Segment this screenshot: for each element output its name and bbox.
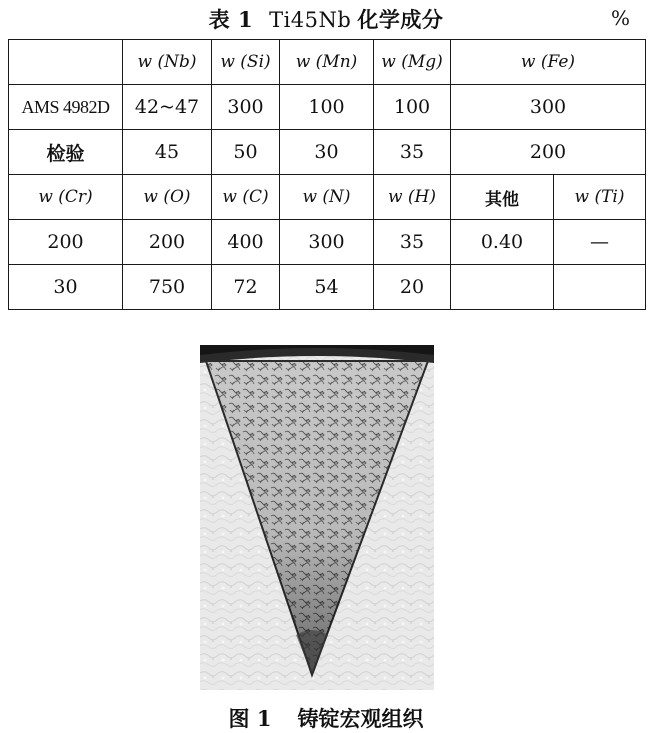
test-mg-cell: 35 [374, 130, 451, 175]
test-nb-cell: 45 [123, 130, 212, 175]
header-mg: w (Mg) [374, 40, 451, 85]
spec-ti-cell: — [554, 220, 646, 265]
spec-fe-cell: 300 [451, 85, 646, 130]
table-unit: % [610, 6, 630, 30]
spec-c-cell: 400 [212, 220, 280, 265]
header-fe: w (Fe) [451, 40, 646, 85]
test-other-cell [451, 265, 554, 310]
figure-title: 铸锭宏观组织 [297, 706, 424, 731]
table-header-row-1 [9, 40, 646, 85]
spec-grade-cell: AMS 4982D [9, 85, 123, 130]
spec-o-cell: 200 [123, 220, 212, 265]
table-label: 表 1 [208, 7, 254, 32]
test-o-cell: 750 [123, 265, 212, 310]
table-row-spec-1 [9, 85, 646, 130]
header-h: w (H) [374, 175, 451, 220]
table-row-test-2 [9, 265, 646, 310]
test-mn-cell: 30 [280, 130, 374, 175]
test-ti-cell [554, 265, 646, 310]
header-other: 其他 [451, 175, 554, 220]
table-title: 化学成分 [357, 7, 444, 32]
spec-n-cell: 300 [280, 220, 374, 265]
header-nb: w (Nb) [123, 40, 212, 85]
test-h-cell: 20 [374, 265, 451, 310]
figure-caption [0, 703, 652, 733]
test-n-cell: 54 [280, 265, 374, 310]
spec-h-cell: 35 [374, 220, 451, 265]
spec-mn-cell: 100 [280, 85, 374, 130]
test-cr-cell: 30 [9, 265, 123, 310]
test-label-cell: 检验 [9, 130, 123, 175]
table-row-spec-2 [9, 220, 646, 265]
test-si-cell: 50 [212, 130, 280, 175]
header-c: w (C) [212, 175, 280, 220]
figure-label: 图 1 [228, 706, 272, 731]
header-blank-cell [9, 40, 123, 85]
spec-si-cell: 300 [212, 85, 280, 130]
test-c-cell: 72 [212, 265, 280, 310]
header-n: w (N) [280, 175, 374, 220]
table-alloy-name: Ti45Nb [269, 8, 352, 32]
spec-cr-cell: 200 [9, 220, 123, 265]
spec-other-cell: 0.40 [451, 220, 554, 265]
composition-table [8, 39, 646, 310]
table-caption-text [0, 4, 652, 34]
table-caption [0, 2, 652, 36]
spec-nb-cell: 42~47 [123, 85, 212, 130]
table-header-row-2 [9, 175, 646, 220]
ingot-macrostructure-photo [200, 345, 434, 690]
table-row-test-1 [9, 130, 646, 175]
header-si: w (Si) [212, 40, 280, 85]
test-fe-cell: 200 [451, 130, 646, 175]
header-o: w (O) [123, 175, 212, 220]
spec-mg-cell: 100 [374, 85, 451, 130]
header-ti: w (Ti) [554, 175, 646, 220]
header-mn: w (Mn) [280, 40, 374, 85]
header-cr: w (Cr) [9, 175, 123, 220]
